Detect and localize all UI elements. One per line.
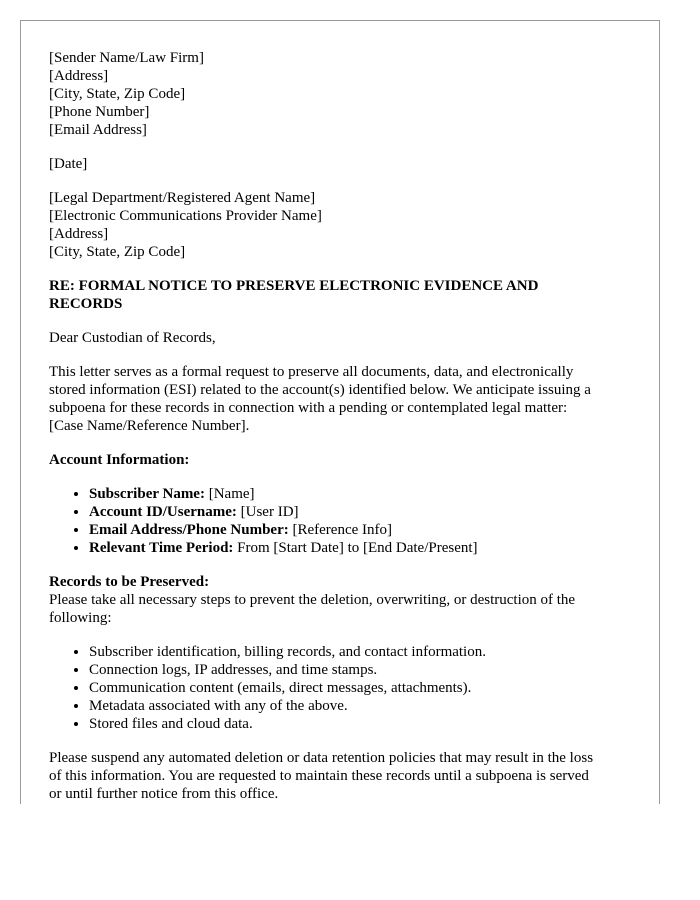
closing-paragraph xyxy=(49,749,639,803)
records-list xyxy=(49,643,639,733)
intro-line-2: stored information (ESI) related to the account(s) identified below. We anticipate issuing a xyxy=(49,382,591,398)
recipient-provider: [Electronic Communications Provider Name] xyxy=(49,208,322,224)
intro-line-1: This letter serves as a formal request to preserve all documents, data, and electronically xyxy=(49,364,574,380)
recipient-department: [Legal Department/Registered Agent Name] xyxy=(49,190,316,206)
account-item-value: [User ID] xyxy=(236,504,299,520)
list-item: • Communication content (emails, direct messages, attachments). xyxy=(89,679,639,697)
recipient-address: [Address] xyxy=(49,226,109,242)
records-intro-line-2: following: xyxy=(49,610,112,626)
account-item-label: Relevant Time Period: xyxy=(89,540,234,556)
account-info-heading: Account Information: xyxy=(49,452,190,468)
account-item-value: From [Start Date] to [End Date/Present] xyxy=(233,540,478,556)
intro-paragraph xyxy=(49,363,639,435)
account-item-value: [Reference Info] xyxy=(288,522,393,538)
list-item xyxy=(89,539,639,557)
recipient-city-state-zip: [City, State, Zip Code] xyxy=(49,244,186,260)
records-intro-line-1: Please take all necessary steps to prevent the deletion, overwriting, or destruction of the xyxy=(49,592,576,608)
list-item: • Subscriber identification, billing records, and contact information. xyxy=(89,643,639,661)
closing-line-3: or until further notice from this office. xyxy=(49,786,279,802)
letter-date: [Date] xyxy=(49,156,88,172)
list-item xyxy=(89,521,639,539)
letter-body xyxy=(49,49,639,803)
list-item: • Metadata associated with any of the above. xyxy=(89,697,639,715)
sender-city-state-zip: [City, State, Zip Code] xyxy=(49,86,186,102)
account-info-list xyxy=(49,485,639,557)
closing-line-2: of this information. You are requested to maintain these records until a subpoena is served xyxy=(49,768,589,784)
list-item: • Stored files and cloud data. xyxy=(89,715,639,733)
subject-line xyxy=(49,277,639,313)
sender-phone: [Phone Number] xyxy=(49,104,150,120)
account-item-label: Subscriber Name: xyxy=(89,486,205,502)
account-item-label: Email Address/Phone Number: xyxy=(89,522,289,538)
records-heading: Records to be Preserved: xyxy=(49,574,210,590)
recipient-block xyxy=(49,189,639,261)
letter-page xyxy=(20,20,660,804)
subject-line-1: RE: FORMAL NOTICE TO PRESERVE ELECTRONIC EVIDENCE AND xyxy=(49,278,539,294)
intro-line-3: subpoena for these records in connection with a pending or contemplated legal matter: xyxy=(49,400,568,416)
account-item-value: [Name] xyxy=(204,486,255,502)
closing-line-1: Please suspend any automated deletion or data retention policies that may result in the loss xyxy=(49,750,594,766)
subject-line-2: RECORDS xyxy=(49,296,123,312)
sender-email: [Email Address] xyxy=(49,122,147,138)
list-item xyxy=(89,485,639,503)
salutation: Dear Custodian of Records, xyxy=(49,330,216,346)
records-section xyxy=(49,573,639,627)
sender-block xyxy=(49,49,639,139)
intro-line-4: [Case Name/Reference Number]. xyxy=(49,418,250,434)
sender-address: [Address] xyxy=(49,68,109,84)
list-item xyxy=(89,503,639,521)
list-item: • Connection logs, IP addresses, and time stamps. xyxy=(89,661,639,679)
account-item-label: Account ID/Username: xyxy=(89,504,237,520)
sender-name: [Sender Name/Law Firm] xyxy=(49,50,204,66)
